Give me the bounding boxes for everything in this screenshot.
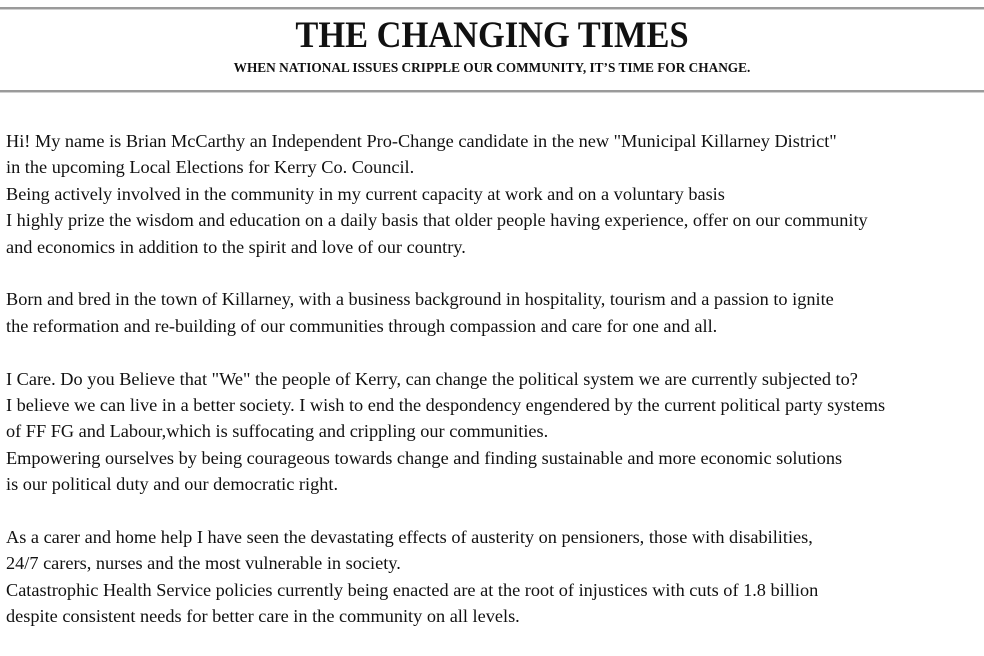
paragraph-carer — [6, 524, 984, 630]
text-line: Hi! My name is Brian McCarthy an Independent Pro-Change candidate in the new "Municipal Killarney District" — [6, 131, 837, 151]
page-subtitle: WHEN NATIONAL ISSUES CRIPPLE OUR COMMUNITY, IT’S TIME FOR CHANGE. — [233, 61, 751, 76]
text-line: As a carer and home help I have seen the devastating effects of austerity on pensioners, those with disabilities, — [6, 527, 813, 548]
masthead — [0, 14, 984, 78]
text-line: I Care. Do you Believe that "We" the people of Kerry, can change the political system we are currently subjected to? — [6, 368, 858, 389]
article-body — [6, 128, 984, 656]
text-line: 24/7 carers, nurses and the most vulnerable in society. — [6, 553, 401, 574]
text-line: Catastrophic Health Service policies currently being enacted are at the root of injustices with cuts of 1.8 billion — [6, 579, 819, 600]
paragraph-intro — [6, 128, 984, 260]
text-line: is our political duty and our democratic right. — [6, 474, 339, 495]
text-line: the reformation and re-building of our communities through compassion and care for one and all. — [6, 315, 718, 336]
page-title: THE CHANGING TIMES — [295, 15, 689, 56]
text-line: in the upcoming Local Elections for Kerry Co. Council. — [6, 157, 415, 178]
text-line: despite consistent needs for better care in the community on all levels. — [6, 606, 520, 627]
text-line: Empowering ourselves by being courageous towards change and finding sustainable and more economic solutions — [6, 447, 843, 468]
text-line: Being actively involved in the community in my current capacity at work and on a voluntary basis — [6, 183, 725, 204]
masthead-top-rule — [0, 7, 984, 10]
text-line: I highly prize the wisdom and education on a daily basis that older people having experience, offer on our community — [6, 210, 868, 231]
text-line: of FF FG and Labour,which is suffocating and crippling our communities. — [6, 421, 549, 442]
paragraph-background — [6, 286, 984, 339]
paragraph-i-care — [6, 366, 984, 498]
text-line: Born and bred in the town of Killarney, with a business background in hospitality, tourism and a passion to ignite — [6, 289, 834, 310]
masthead-bottom-rule — [0, 90, 984, 93]
text-line: I believe we can live in a better society. I wish to end the despondency engendered by the current political party systems — [6, 395, 886, 416]
text-line: and economics in addition to the spirit and love of our country. — [6, 236, 466, 257]
